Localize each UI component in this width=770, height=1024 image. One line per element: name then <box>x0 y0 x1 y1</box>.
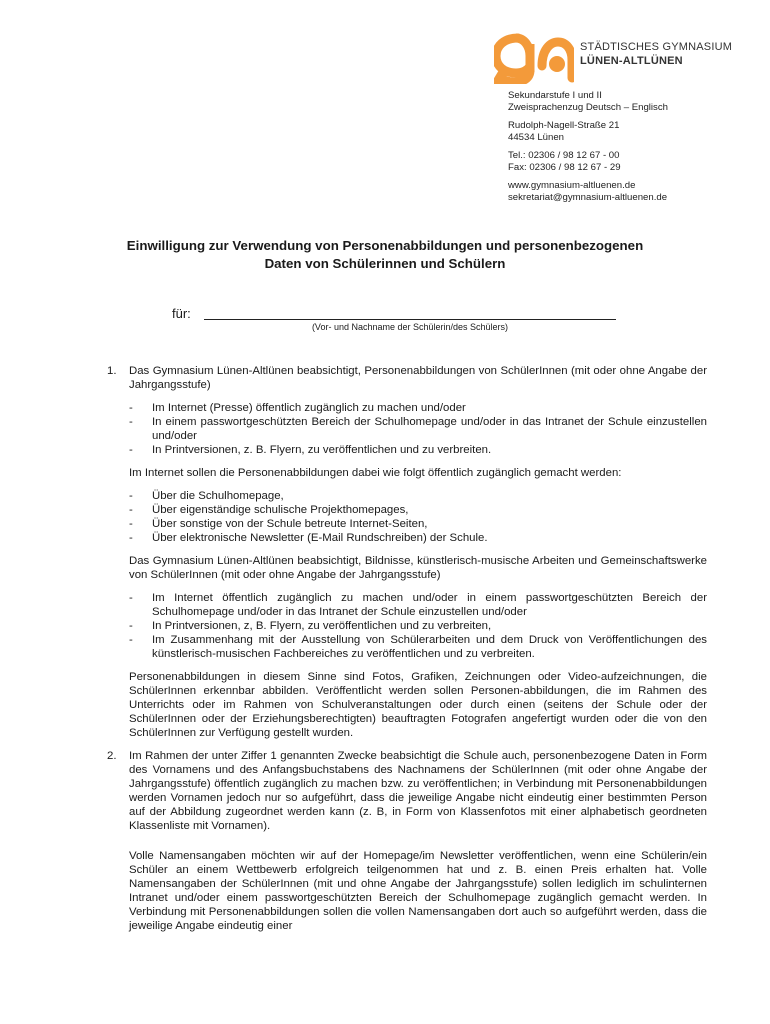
list-item: - Im Internet (Presse) öffentlich zugänglich zu machen und/oder <box>129 402 466 414</box>
list-item: - Über sonstige von der Schule betreute Internet-Seiten, <box>129 518 428 530</box>
address-block <box>508 90 668 210</box>
for-label: für: <box>172 306 191 321</box>
student-name-field[interactable] <box>204 319 616 320</box>
list-item: - In einem passwortgeschützten Bereich der Schulhomepage und/oder in das Intranet der Schule einzustellen und/oder <box>129 416 707 442</box>
school-logo <box>494 32 574 84</box>
section-1: 1. Das Gymnasium Lünen-Altlünen beabsichtigt, Personenabbildungen von SchülerInnen (mit oder ohne Angabe der Jahrgangsstufe) - Im Internet (Presse) öffentlich zugänglich zu machen und/oder - In einem passwortgeschützten Bereich der Schulhomepage und/oder in das Intranet der Schule einzustellen und/oder - In Printversionen, z. B. Flyern, zu veröffentlichen und zu verbreiten. Im Internet sollen die Personenabbildungen dabei wie folgt öffentlich zugänglich gemacht werden: - Über die Schulhomepage, - Über eigenständige schulische Projekthomepages, - Über sonstige von der Schule betreute Internet-Seiten, - Über elektronische Newsletter (E-Mail Rundschreiben) der Schule. Das Gymnasium Lünen-Altlünen beabsichtigt, Bildnisse, künstlerisch-musische Arbeiten und Gemeinschaftswerke von SchülerInnen (mit oder ohne Angabe der Jahrgangsstufe) - Im Internet öffentlich zugänglich zu machen und/oder in einem passwortgeschützten Bereich der Schulhomepage und/oder in das Intranet der Schule einzustellen und/oder - In Printversionen, z, B. Flyern, zu veröffentlichen und zu verbreiten, - Im Zusammenhang mit der Ausstellung von Schülerarbeiten und dem Druck von Veröffentlichungen des künstlerisch-musischen Fachbereiches zu veröffentlichen und zu verbreiten. Personenabbildungen in diesem Sinne sind Fotos, Grafiken, Zeichnungen oder Video-aufzeichnungen, die SchülerInnen erkennbar abbilden. Veröffentlicht werden sollen Personen-abbildungen, die im Rahmen des Unterrichts oder im Rahmen von Schulveranstaltungen oder durch einen (seitens der Schule oder der SchülerInnen oder der Erziehungsberechtigten) beauftragten Fotografen angefertigt wurden oder die von den SchülerInnen zur Verfügung gestellt wurden. <box>107 365 707 739</box>
document-title: Einwilligung zur Verwendung von Personenabbildungen und personenbezogenen Daten von Schülerinnen und Schülern <box>126 238 644 271</box>
school-name-line2: LÜNEN-ALTLÜNEN <box>580 55 683 67</box>
list-item: - Im Internet öffentlich zugänglich zu machen und/oder in einem passwortgeschützten Bereich der Schulhomepage und/oder in das Intranet der Schule einzustellen und/oder <box>129 592 707 618</box>
list-item: - In Printversionen, z. B. Flyern, zu veröffentlichen und zu verbreiten. <box>129 444 492 456</box>
internet-channel-list <box>129 489 707 545</box>
list-item: - Über die Schulhomepage, <box>129 490 284 502</box>
document-body <box>107 364 707 942</box>
school-name-line1: STÄDTISCHES GYMNASIUM <box>580 41 733 53</box>
email-link[interactable]: sekretariat@gymnasium-altluenen.de <box>508 192 668 203</box>
section-2: 2. Im Rahmen der unter Ziffer 1 genannten Zwecke beabsichtigt die Schule auch, personenbezogene Daten in Form des Vornamens und des Anfangsbuchstabens des Nachnamens der SchülerInnen (mit oder ohne Angabe der Jahrgangsstufe) öffentlich zugänglich zu machen bzw. zu veröffentlichen; in Verbindung mit Personenabbildungen werden Vornamen jedoch nur so aufgeführt, dass die jeweilige Angabe nicht eindeutig einer bestimmten Person auf der Abbildung zugeordnet werden kann (z. B, in Form von Klassenfotos mit einer alphabetisch geordneten Klassenliste mit Vornamen). Volle Namensangaben möchten wir auf der Homepage/im Newsletter veröffentlichen, wenn eine Schülerin/ein Schüler an einem Wettbewerb erfolgreich teilgenommen hat und z. B. einen Preis erhalten hat. Volle Namensangaben der SchülerInnen (mit und ohne Angabe der Jahrgangsstufe) sollen lediglich im schulinternen Intranet und/oder einem passwortgeschützten Bereich der Schulhomepage zugänglich gemacht werden. In Verbindung mit Personenabbildungen sollen die vollen Namensangaben dort auch so aufgeführt werden, dass die jeweilige Angabe eindeutig einer <box>107 750 707 932</box>
list-item: - Im Zusammenhang mit der Ausstellung von Schülerarbeiten und dem Druck von Veröffentlichungen des künstlerisch-musischen Fachbereiches zu veröffentlichen und zu verbreiten. <box>129 634 707 660</box>
list-item: - Über elektronische Newsletter (E-Mail Rundschreiben) der Schule. <box>129 532 488 544</box>
publication-list <box>129 401 707 457</box>
phone-fax: Tel.: 02306 / 98 12 67 - 00 Fax: 02306 / 98 12 67 - 29 <box>508 150 621 173</box>
artwork-list <box>129 591 707 661</box>
web-email <box>508 180 668 204</box>
website-link[interactable]: www.gymnasium-altluenen.de <box>508 180 636 191</box>
school-levels: Sekundarstufe I und II Zweisprachenzug Deutsch – Englisch <box>508 90 668 113</box>
school-name <box>580 40 732 68</box>
list-item: - In Printversionen, z, B. Flyern, zu veröffentlichen und zu verbreiten, <box>129 620 492 632</box>
student-name-hint: (Vor- und Nachname der Schülerin/des Schülers) <box>311 322 509 332</box>
postal-address: Rudolph-Nagell-Straße 21 44534 Lünen <box>508 120 620 143</box>
list-item: - Über eigenständige schulische Projekthomepages, <box>129 504 409 516</box>
